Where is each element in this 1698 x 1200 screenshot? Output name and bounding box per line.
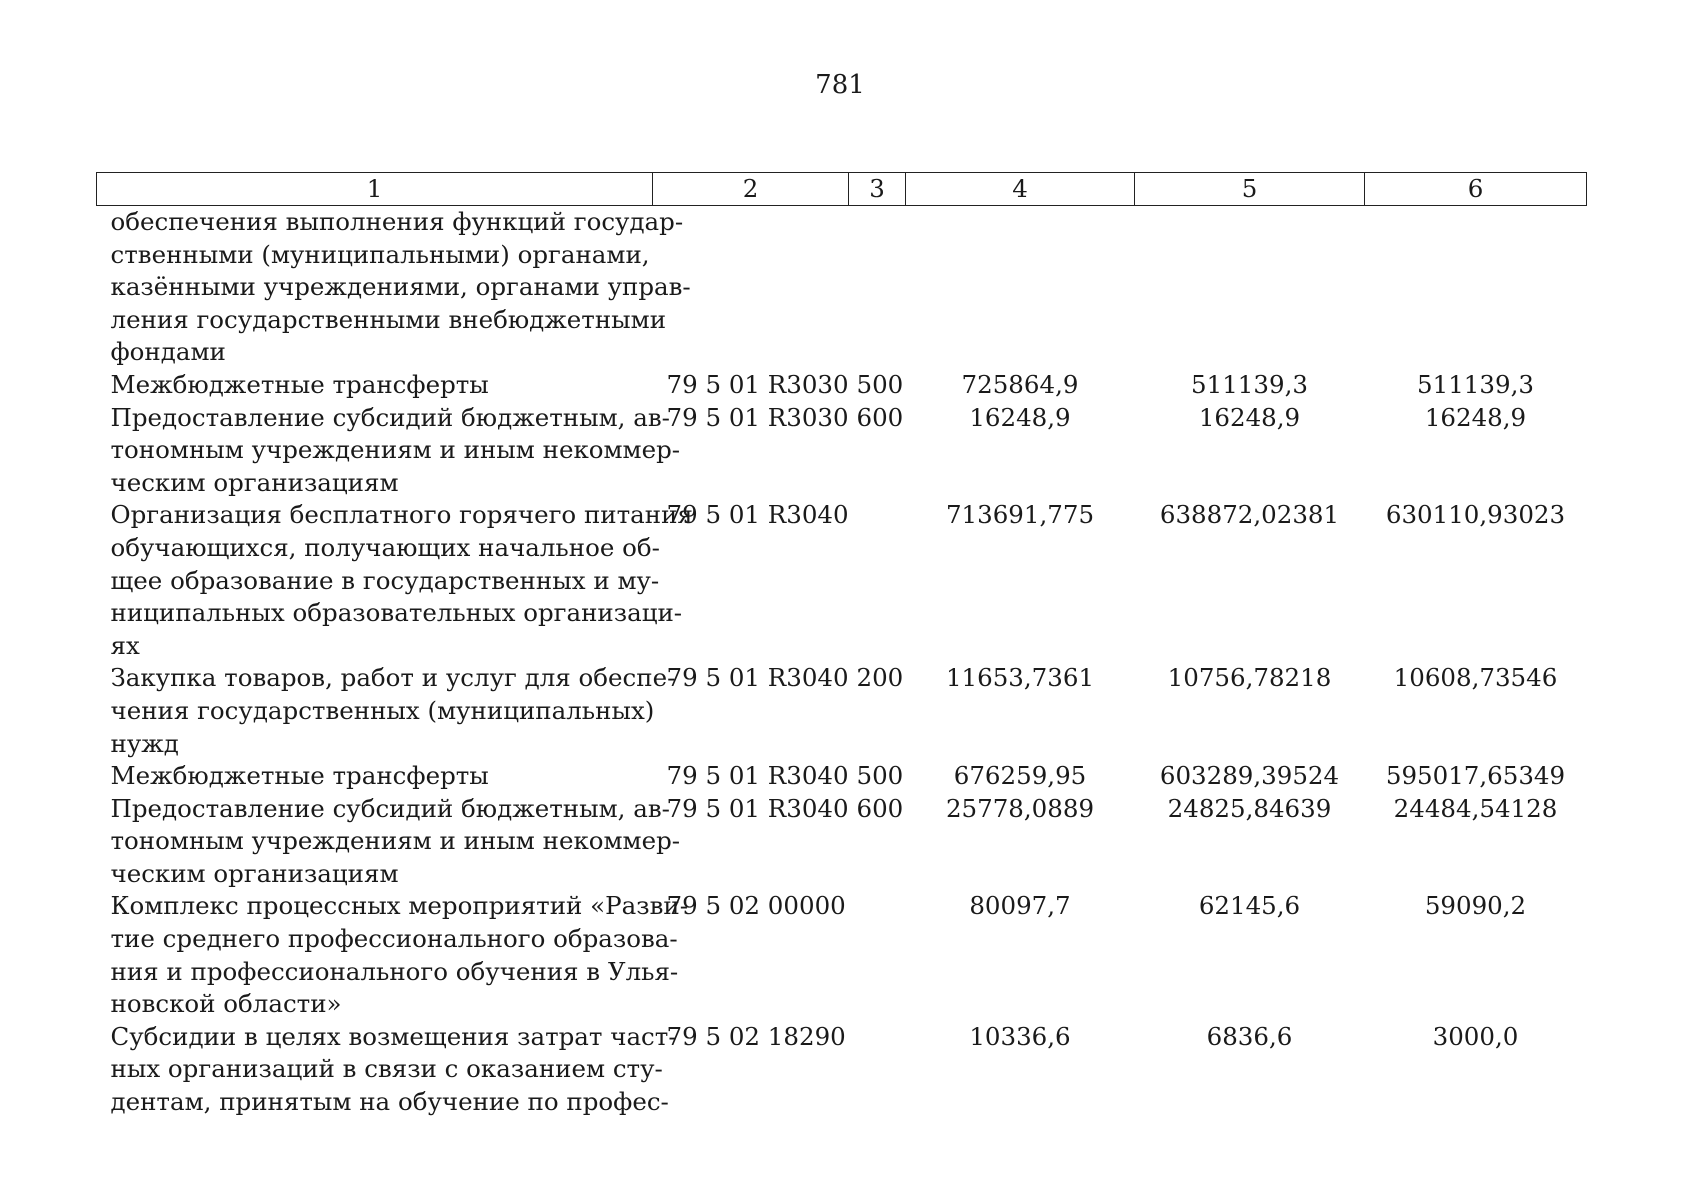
description-line: фондами: [110, 337, 226, 367]
description-line: Предоставление субсидий бюджетным, ав-: [110, 793, 670, 823]
description-line: Комплекс процессных мероприятий «Разви-: [110, 891, 689, 921]
description-line: ных организаций в связи с оказанием сту-: [110, 1054, 663, 1084]
row-value-col4: 725864,9: [961, 369, 1079, 399]
row-value-col5: 603289,39524: [1159, 761, 1340, 791]
row-expense-type: [849, 499, 906, 662]
row-code: 79 5 01 R3040: [666, 500, 849, 530]
row-value-col6: 24484,54128: [1393, 793, 1558, 823]
row-value-col6: 59090,2: [1424, 891, 1527, 921]
row-description: [97, 499, 693, 662]
row-value-col6: 511139,3: [1417, 369, 1534, 399]
budget-table: [96, 172, 1587, 1119]
description-line: тономным учреждениям и иным некоммер-: [110, 435, 681, 465]
row-code: 79 5 01 R3040: [666, 663, 849, 693]
row-description: [97, 760, 653, 793]
description-line: казёнными учреждениями, органами управ-: [110, 272, 691, 302]
row-expense-type: [849, 890, 906, 1020]
header-col-6: 6: [1365, 173, 1587, 206]
description-line: Организация бесплатного горячего питания: [110, 500, 693, 530]
header-col-2: 2: [653, 173, 849, 206]
row-expense-type: [849, 1021, 906, 1119]
description-line: Межбюджетные трансферты: [110, 369, 489, 399]
row-value-col4: 11653,7361: [945, 663, 1095, 693]
row-expense-type: 500: [856, 761, 904, 791]
row-code: 79 5 01 R3040: [666, 761, 849, 791]
row-value-col5: 62145,6: [1198, 891, 1301, 921]
table-row: [97, 793, 1587, 891]
row-expense-type: 600: [856, 402, 904, 432]
row-value-col6: 16248,9: [1424, 402, 1527, 432]
table-row: [97, 369, 1587, 402]
table-row: [97, 206, 1587, 369]
row-value-col6: 10608,73546: [1393, 663, 1558, 693]
row-description: [97, 206, 691, 369]
row-expense-type: 200: [856, 663, 904, 693]
table-row: [97, 499, 1587, 662]
row-value-col6: 595017,65349: [1385, 761, 1566, 791]
row-expense-type: [849, 206, 906, 369]
row-value-col5: 638872,02381: [1159, 500, 1340, 530]
row-description: [97, 402, 681, 500]
description-line: новской области»: [110, 989, 342, 1019]
row-description: [97, 662, 676, 760]
description-line: ческим организациям: [110, 858, 399, 888]
row-value-col6: [1365, 206, 1587, 369]
row-description: [97, 890, 689, 1020]
row-value-col5: [1135, 206, 1365, 369]
table-row: [97, 662, 1587, 760]
table-body: [97, 206, 1587, 1119]
table-header: [97, 173, 1587, 206]
row-code: 79 5 02 00000: [666, 891, 846, 921]
description-line: ственными (муниципальными) органами,: [110, 239, 650, 269]
row-code: 79 5 01 R3030: [666, 402, 849, 432]
description-line: ниципальных образовательных организаци-: [110, 598, 683, 628]
page-number: 781: [815, 70, 865, 100]
row-value-col4: 10336,6: [969, 1021, 1071, 1051]
table-row: [97, 402, 1587, 500]
row-description: [97, 369, 653, 402]
description-line: чения государственных (муниципальных): [110, 695, 655, 725]
description-line: тономным учреждениям и иным некоммер-: [110, 826, 681, 856]
description-line: обеспечения выполнения функций государ-: [110, 207, 684, 236]
row-description: [97, 793, 681, 891]
description-line: Субсидии в целях возмещения затрат част-: [110, 1021, 677, 1051]
description-line: ях: [110, 630, 140, 660]
description-line: ческим организациям: [110, 467, 399, 497]
row-value-col5: 24825,84639: [1167, 793, 1332, 823]
row-expense-type: 500: [856, 369, 904, 399]
row-code: 79 5 01 R3030: [666, 369, 849, 399]
description-line: Предоставление субсидий бюджетным, ав-: [110, 402, 670, 432]
description-line: Межбюджетные трансферты: [110, 761, 489, 791]
row-value-col4: 80097,7: [969, 891, 1071, 921]
row-value-col5: 511139,3: [1191, 369, 1308, 399]
row-code: 79 5 01 R3040: [666, 793, 849, 823]
header-col-4: 4: [906, 173, 1135, 206]
row-value-col4: 25778,0889: [945, 793, 1095, 823]
description-line: ления государственными внебюджетными: [110, 304, 667, 334]
table-row: [97, 890, 1587, 1020]
description-line: дентам, принятым на обучение по профес-: [110, 1087, 669, 1117]
description-line: тие среднего профессионального образова-: [110, 924, 678, 954]
row-value-col6: 3000,0: [1432, 1021, 1519, 1051]
description-line: обучающихся, получающих начальное об-: [110, 532, 660, 562]
table-row: [97, 760, 1587, 793]
description-line: щее образование в государственных и му-: [110, 565, 660, 595]
table-row: [97, 1021, 1587, 1119]
row-value-col5: 6836,6: [1206, 1021, 1293, 1051]
description-line: ния и профессионального обучения в Улья-: [110, 956, 679, 986]
row-description: [97, 1021, 677, 1119]
description-line: нужд: [110, 728, 179, 758]
header-col-1: 1: [97, 173, 653, 206]
row-value-col4: 16248,9: [969, 402, 1071, 432]
row-value-col4: 676259,95: [953, 761, 1087, 791]
header-col-5: 5: [1135, 173, 1365, 206]
row-expense-type: 600: [856, 793, 904, 823]
row-value-col4: 713691,775: [945, 500, 1095, 530]
row-value-col5: 10756,78218: [1167, 663, 1332, 693]
description-line: Закупка товаров, работ и услуг для обеспе-: [110, 663, 676, 693]
row-code: 79 5 02 18290: [666, 1021, 846, 1051]
header-row: [97, 173, 1587, 206]
row-value-col4: [906, 206, 1135, 369]
header-col-3: 3: [849, 173, 906, 206]
row-value-col5: 16248,9: [1198, 402, 1301, 432]
row-value-col6: 630110,93023: [1385, 500, 1566, 530]
